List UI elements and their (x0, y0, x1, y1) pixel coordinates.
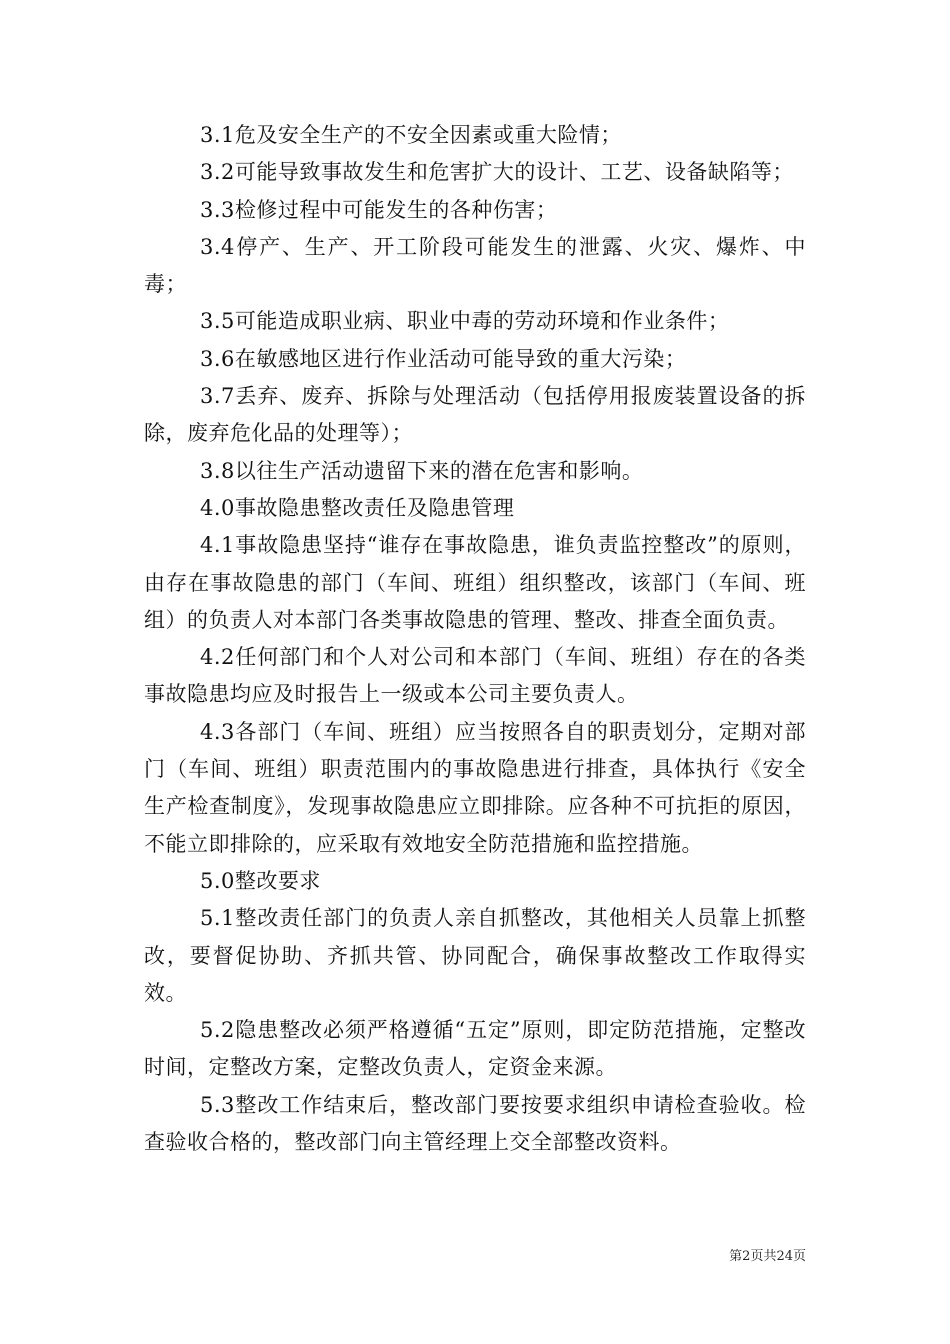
paragraph-3-8: 3.8以往生产活动遗留下来的潜在危害和影响。 (200, 458, 644, 483)
paragraph-4-3: 4.3各部门（车间、班组）应当按照各自的职责划分，定期对部门（车间、班组）职责范围内的事故隐患进行排查，具体执行《安全生产检查制度》，发现事故隐患应立即排除。应各种不可抗拒的原因，不能立即排除的，应采取有效地安全防范措施和监控措施。 (144, 719, 806, 856)
paragraph-5-1: 5.1整改责任部门的负责人亲自抓整改，其他相关人员靠上抓整改，要督促协助、齐抓共管、协同配合，确保事故整改工作取得实效。 (144, 906, 806, 1005)
paragraph-5-3: 5.3整改工作结束后，整改部门要按要求组织申请检查验收。检查验收合格的，整改部门向主管经理上交全部整改资料。 (144, 1092, 806, 1155)
page-number: 第2页共24页 (729, 1249, 806, 1264)
paragraph-3-3: 3.3检修过程中可能发生的各种伤害； (200, 197, 558, 222)
paragraph-3-2: 3.2可能导致事故发生和危害扩大的设计、工艺、设备缺陷等； (200, 160, 794, 185)
paragraph-5-2: 5.2隐患整改必须严格遵循“五定”原则，即定防范措施，定整改时间，定整改方案，定整改负责人，定资金来源。 (144, 1018, 806, 1080)
paragraph-4-1: 4.1事故隐患坚持“谁存在事故隐患，谁负责监控整改”的原则，由存在事故隐患的部门（车间、班组）组织整改，该部门（车间、班组）的负责人对本部门各类事故隐患的管理、整改、排查全面负责。 (144, 533, 806, 632)
paragraph-3-5: 3.5可能造成职业病、职业中毒的劳动环境和作业条件； (200, 309, 730, 334)
paragraph-4-2: 4.2任何部门和个人对公司和本部门（车间、班组）存在的各类事故隐患均应及时报告上一级或本公司主要负责人。 (144, 645, 806, 707)
section-heading-5-0: 5.0整改要求 (200, 868, 321, 893)
paragraph-3-4: 3.4停产、生产、开工阶段可能发生的泄露、火灾、爆炸、中毒； (144, 234, 806, 297)
paragraph-3-6: 3.6在敏感地区进行作业活动可能导致的重大污染； (200, 346, 687, 371)
document-body (144, 117, 806, 1161)
paragraph-3-7: 3.7丢弃、废弃、拆除与处理活动（包括停用报废装置设备的拆除，废弃危化品的处理等）； (144, 384, 806, 446)
paragraph-3-1: 3.1危及安全生产的不安全因素或重大险情； (200, 123, 622, 147)
section-heading-4-0: 4.0事故隐患整改责任及隐患管理 (200, 495, 515, 520)
